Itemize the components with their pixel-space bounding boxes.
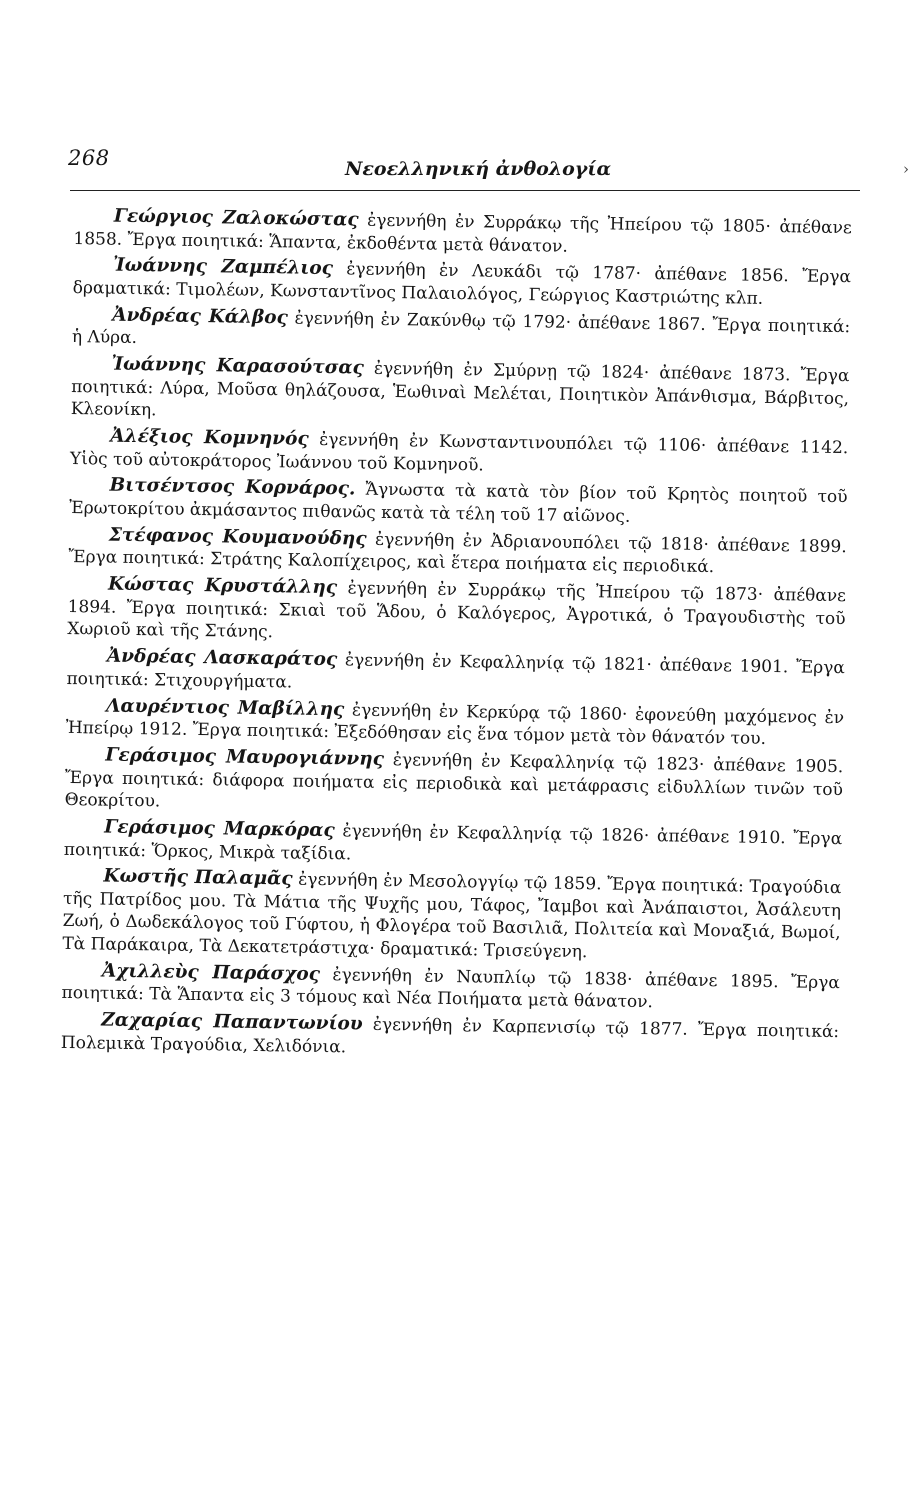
poet-name: Κώστας Κρυστάλλης [107,573,338,599]
biography-entry [61,1009,840,1066]
biography-text: ἐγεννήθη ἐν Ζακύνθῳ τῷ 1792· ἀπέθανε 1867. Ἔργα ποιητικά: ἡ Λύρα. [71,308,851,349]
poet-name: Ζαχαρίας Παπαντωνίου [101,1009,363,1035]
poet-name: Γεώργιος Ζαλοκώστας [113,205,359,231]
biography-text: ἐγεννήθη ἐν Συρράκῳ τῆς Ἠπείρου τῷ 1873· ἀπέθανε 1894. Ἔργα ποιητικά: Σκιαὶ τοῦ Ἅδου, ὁ Καλόγερος, Ἀγροτικά, ὁ Τραγουδιστὴς τοῦ Χωριοῦ καὶ τῆς Στάνης. [67,578,847,643]
biography-text: ἐγεννήθη ἐν Ναυπλίῳ τῷ 1838· ἀπέθανε 1895. Ἔργα ποιητικά: Τὰ Ἅπαντα εἰς 3 τόμους καὶ Νέα Ποιήματα μετὰ θάνατον. [61,964,841,1013]
biography-entry [73,254,852,311]
biography-entry [67,573,846,653]
biography-text: ἐγεννήθη ἐν Κεφαλληνίᾳ τῷ 1823· ἀπέθανε 1905. Ἔργα ποιητικά: διάφορα ποιήματα εἰς περιοδικὰ καὶ μετάφρασις εἰδυλλίων τινῶν τοῦ Θεοκρίτου. [64,749,844,812]
poet-name: Βιτσέντσος Κορνάρος. [109,475,356,500]
poet-name: Γεράσιμος Μαυρογιάννης [105,744,385,770]
biography-entry [72,304,851,361]
poet-name: Ἀχιλλεὺς Παράσχος [101,960,321,985]
running-title: Νεοελληνική ἀνθολογία [345,158,612,180]
biography-entry [66,645,845,702]
biography-entry [68,524,847,581]
poet-name: Ἀνδρέας Κάλβος [112,304,289,329]
biography-entry [73,205,852,262]
poet-name: Ἰωάννης Ζαμπέλιος [112,254,334,280]
header-rule [70,190,860,191]
biography-text: ἐγεννήθη ἐν Κερκύρᾳ τῷ 1860· ἐφονεύθη μαχόμενος ἐν Ἠπείρῳ 1912. Ἔργα ποιητικά: Ἐξεδόθησαν εἰς ἕνα τόμον μετὰ τὸν θάνατόν του. [65,699,845,750]
poet-name: Ἀνδρέας Λασκαράτος [106,645,338,671]
biography-list [61,205,852,1071]
page-number: 268 [68,146,110,170]
biography-text: ἐγεννήθη ἐν Κεφαλληνίᾳ τῷ 1821· ἀπέθανε 1901. Ἔργα ποιητικά: Στιχουργήματα. [66,650,845,693]
poet-name: Γεράσιμος Μαρκόρας [104,816,335,842]
biography-entry [64,816,843,873]
biography-entry [64,744,843,824]
biography-text: ἐγεννήθη ἐν Κεφαλληνίᾳ τῷ 1826· ἀπέθανε 1910. Ἔργα ποιητικά: Ὅρκος, Μικρὰ ταξίδια. [63,821,843,864]
biography-text: ἐγεννήθη ἐν Σμύρνῃ τῷ 1824· ἀπέθανε 1873. Ἔργα ποιητικά: Λύρα, Μοῦσα θηλάζουσα, Ἑωθιναὶ Μελέται, Ποιητικὸν Ἀπάνθισμα, Βάρβιτος, Κλεονίκη. [70,358,850,421]
poet-name: Ἀλέξιος Κομνηνός [110,425,309,450]
poet-name: Λαυρέντιος Μαβίλλης [105,695,345,720]
biography-entry [61,960,840,1017]
poet-name: Κωστῆς Παλαμᾶς [103,865,293,890]
biography-text: Ἄγνωστα τὰ κατὰ τὸν βίον τοῦ Κρητὸς ποιητοῦ τοῦ Ἐρωτοκρίτου ἀκμάσαντος πιθανῶς κατὰ τὰ τέλη τοῦ 17 αἰῶνος. [69,479,848,527]
biography-entry [71,353,850,433]
biography-entry [66,695,845,752]
poet-name: Ἰωάννης Καρασούτσας [111,353,364,379]
page-edge-mark: › [903,160,909,178]
biography-text: ἐγεννήθη ἐν Μεσολογγίῳ τῷ 1859. Ἔργα ποιητικά: Τραγούδια τῆς Πατρίδος μου. Τὰ Μάτια τῆς Ψυχῆς μου, Τάφος, Ἴαμβοι καὶ Ἀνάπαιστοι, Ἀσάλευτη Ζωή, ὁ Δωδεκάλογος τοῦ Γύφτου, ἡ Φλογέρα τοῦ Βασιλιᾶ, Πολιτεία καὶ Μοναξιά, Βωμοί, Τὰ Παράκαιρα, Τὰ Δεκατετράστιχα· δραματικά: Τρισεύγενη. [62,869,842,963]
poet-name: Στέφανος Κουμανούδης [108,524,367,550]
biography-entry [70,425,849,482]
biography-entry [69,474,848,531]
biography-text: ἐγεννήθη ἐν Λευκάδι τῷ 1787· ἀπέθανε 1856. Ἔργα δραματικά: Τιμολέων, Κωνσταντῖνος Παλαιολόγος, Γεώργιος Καστριώτης κλπ. [72,259,852,309]
biography-entry [62,865,841,968]
biography-text: ἐγεννήθη ἐν Κωνσταντινουπόλει τῷ 1106· ἀπέθανε 1142. Υἱὸς τοῦ αὐτοκράτορος Ἰωάννου τοῦ Κομνηνοῦ. [69,429,849,476]
biography-text: ἐγεννήθη ἐν Καρπενισίῳ τῷ 1877. Ἔργα ποιητικά: Πολεμικὰ Τραγούδια, Χελιδόνια. [60,1014,840,1058]
biography-text: ἐγεννήθη ἐν Συρράκῳ τῆς Ἠπείρου τῷ 1805· ἀπέθανε 1858. Ἔργα ποιητικά: Ἅπαντα, ἐκδοθέντα μετὰ θάνατον. [73,210,852,257]
biography-text: ἐγεννήθη ἐν Ἀδριανουπόλει τῷ 1818· ἀπέθανε 1899. Ἔργα ποιητικά: Στράτης Καλοπίχειρος, καὶ ἕτερα ποιήματα εἰς περιοδικά. [68,529,847,578]
